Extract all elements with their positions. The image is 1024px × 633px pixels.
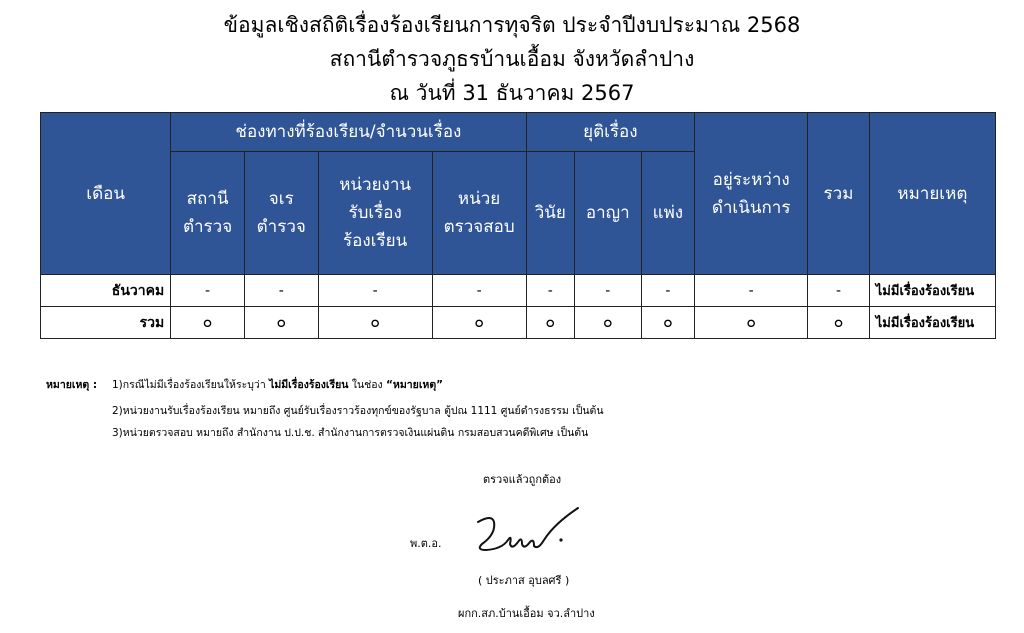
header-total: รวม (808, 113, 870, 275)
remarks-label: หมายเหตุ : (46, 379, 98, 391)
verified-text: ตรวจแล้วถูกต้อง (483, 473, 562, 486)
cell-civil: ๐ (641, 307, 695, 339)
title-line-1: ข้อมูลเชิงสถิติเรื่องร้องเรียนการทุจริต ประจำปีงบประมาณ 2568 (223, 13, 801, 37)
row-month: ธันวาคม (41, 275, 171, 307)
cell-discipline: - (526, 275, 574, 307)
cell-criminal: - (575, 275, 642, 307)
cell-agency: - (318, 275, 432, 307)
document-title-block (0, 8, 1024, 110)
cell-audit: ๐ (432, 307, 526, 339)
cell-note: ไม่มีเรื่องร้องเรียน (869, 275, 995, 307)
cell-pending: ๐ (695, 307, 808, 339)
cell-agency: ๐ (318, 307, 432, 339)
signer-name: ( ประภาส อุบลศรี ) (478, 574, 570, 587)
title-line-3: ณ วันที่ 31 ธันวาคม 2567 (389, 81, 635, 105)
cell-pending: - (695, 275, 808, 307)
header-receiving-agency: หน่วยงาน รับเรื่อง ร้องเรียน (318, 152, 432, 275)
table-row (41, 307, 996, 339)
cell-discipline: ๐ (526, 307, 574, 339)
cell-station: ๐ (171, 307, 245, 339)
rank-text: พ.ต.อ. (410, 537, 442, 550)
remark-line-3: 3)หน่วยตรวจสอบ หมายถึง สำนักงาน ป.ป.ช. สำนักงานการตรวจเงินแผ่นดิน กรมสอบสวนคดีพิเศษ เป็นต้น (112, 427, 589, 439)
header-police-inspector: จเร ตำรวจ (244, 152, 318, 275)
header-note: หมายเหตุ (869, 113, 995, 275)
header-month: เดือน (41, 113, 171, 275)
header-criminal: อาญา (575, 152, 642, 275)
header-channels-group: ช่องทางที่ร้องเรียน/จำนวนเรื่อง (171, 113, 526, 152)
cell-patrol: - (244, 275, 318, 307)
header-discipline: วินัย (526, 152, 574, 275)
header-civil: แพ่ง (641, 152, 695, 275)
cell-civil: - (641, 275, 695, 307)
cell-patrol: ๐ (244, 307, 318, 339)
cell-audit: - (432, 275, 526, 307)
cell-total: ๐ (808, 307, 870, 339)
signer-position: ผกก.สภ.บ้านเอื้อม จว.ลำปาง (458, 607, 595, 620)
title-line-2: สถานีตำรวจภูธรบ้านเอื้อม จังหวัดลำปาง (329, 47, 695, 71)
header-closed-group: ยุติเรื่อง (526, 113, 695, 152)
complaint-statistics-table (40, 112, 996, 339)
cell-total: - (808, 275, 870, 307)
cell-note: ไม่มีเรื่องร้องเรียน (869, 307, 995, 339)
table-row (41, 275, 996, 307)
remark-line-2: 2)หน่วยงานรับเรื่องร้องเรียน หมายถึง ศูนย์รับเรื่องราวร้องทุกข์ของรัฐบาล ตู้ปณ 1111 ศูนย์ดำรงธรรม เป็นต้น (112, 405, 604, 417)
header-pending: อยู่ระหว่าง ดำเนินการ (695, 113, 808, 275)
handwritten-signature (468, 500, 588, 560)
header-police-station: สถานี ตำรวจ (171, 152, 245, 275)
row-month: รวม (41, 307, 171, 339)
header-audit-unit: หน่วย ตรวจสอบ (432, 152, 526, 275)
cell-station: - (171, 275, 245, 307)
cell-criminal: ๐ (575, 307, 642, 339)
remark-line-1: 1)กรณีไม่มีเรื่องร้องเรียนให้ระบุว่า ไม่มีเรื่องร้องเรียน ในช่อง “หมายเหตุ” (112, 379, 444, 391)
